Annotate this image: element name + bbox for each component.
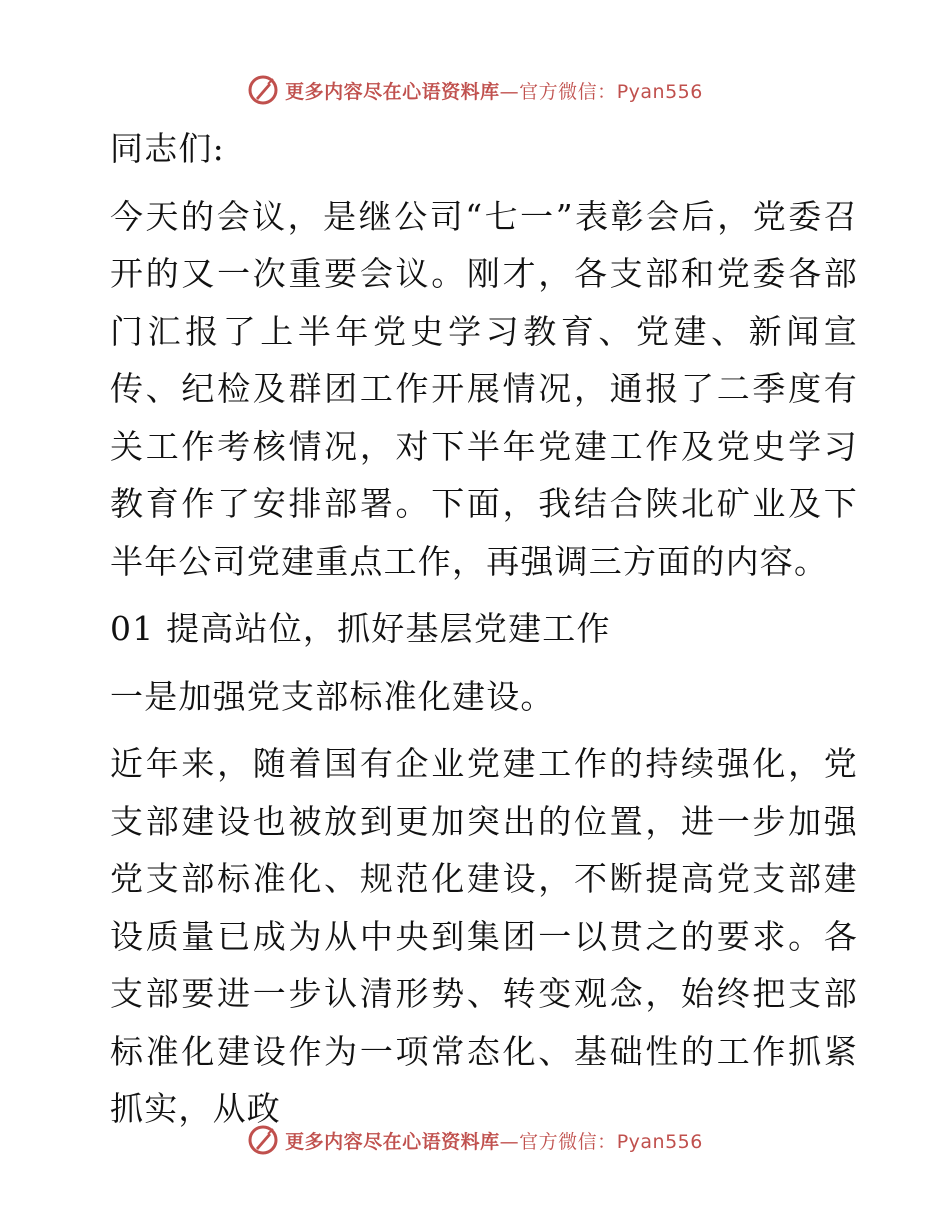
header-banner — [0, 70, 950, 110]
banner-separator: — — [499, 80, 520, 103]
document-body — [98, 120, 858, 1148]
banner-separator: — — [499, 1130, 520, 1153]
banner-wechat-id: Pyan556 — [616, 1130, 703, 1153]
section-heading: 01 提高站位，抓好基层党建工作 — [110, 609, 611, 648]
salutation: 同志们: — [110, 129, 225, 168]
quill-pen-logo-icon — [247, 74, 279, 106]
banner-text — [285, 1127, 703, 1154]
banner-wechat-label: 官方微信： — [519, 1130, 617, 1153]
paragraph-intro: 今天的会议，是继公司“七一”表彰会后，党委召开的又一次重要会议。刚才，各支部和党委各部门汇报了上半年党史学习教育、党建、新闻宣传、纪检及群团工作开展情况，通报了二季度有关工作考核情况，对下半年党建工作及党史学习教育作了安排部署。下面，我结合陕北矿业及下半年公司党建重点工作，再强调三方面的内容。 — [110, 196, 858, 581]
banner-main-text: 更多内容尽在心语资料库 — [285, 80, 500, 103]
banner-main-text: 更多内容尽在心语资料库 — [285, 1130, 500, 1153]
sub-heading: 一是加强党支部标准化建设。 — [110, 676, 555, 716]
paragraph-branch-standardization: 近年来，随着国有企业党建工作的持续强化，党支部建设也被放到更加突出的位置，进一步加强党支部标准化、规范化建设，不断提高党支部建设质量已成为从中央到集团一以贯之的要求。各支部要进一步认清形势、转变观念，始终把支部标准化建设作为一项常态化、基础性的工作抓紧抓实，从政 — [110, 744, 858, 1128]
banner-text — [285, 77, 703, 104]
quill-pen-logo-icon — [247, 1124, 279, 1156]
footer-banner — [0, 1120, 950, 1160]
banner-wechat-label: 官方微信： — [519, 80, 617, 103]
banner-wechat-id: Pyan556 — [616, 80, 703, 103]
